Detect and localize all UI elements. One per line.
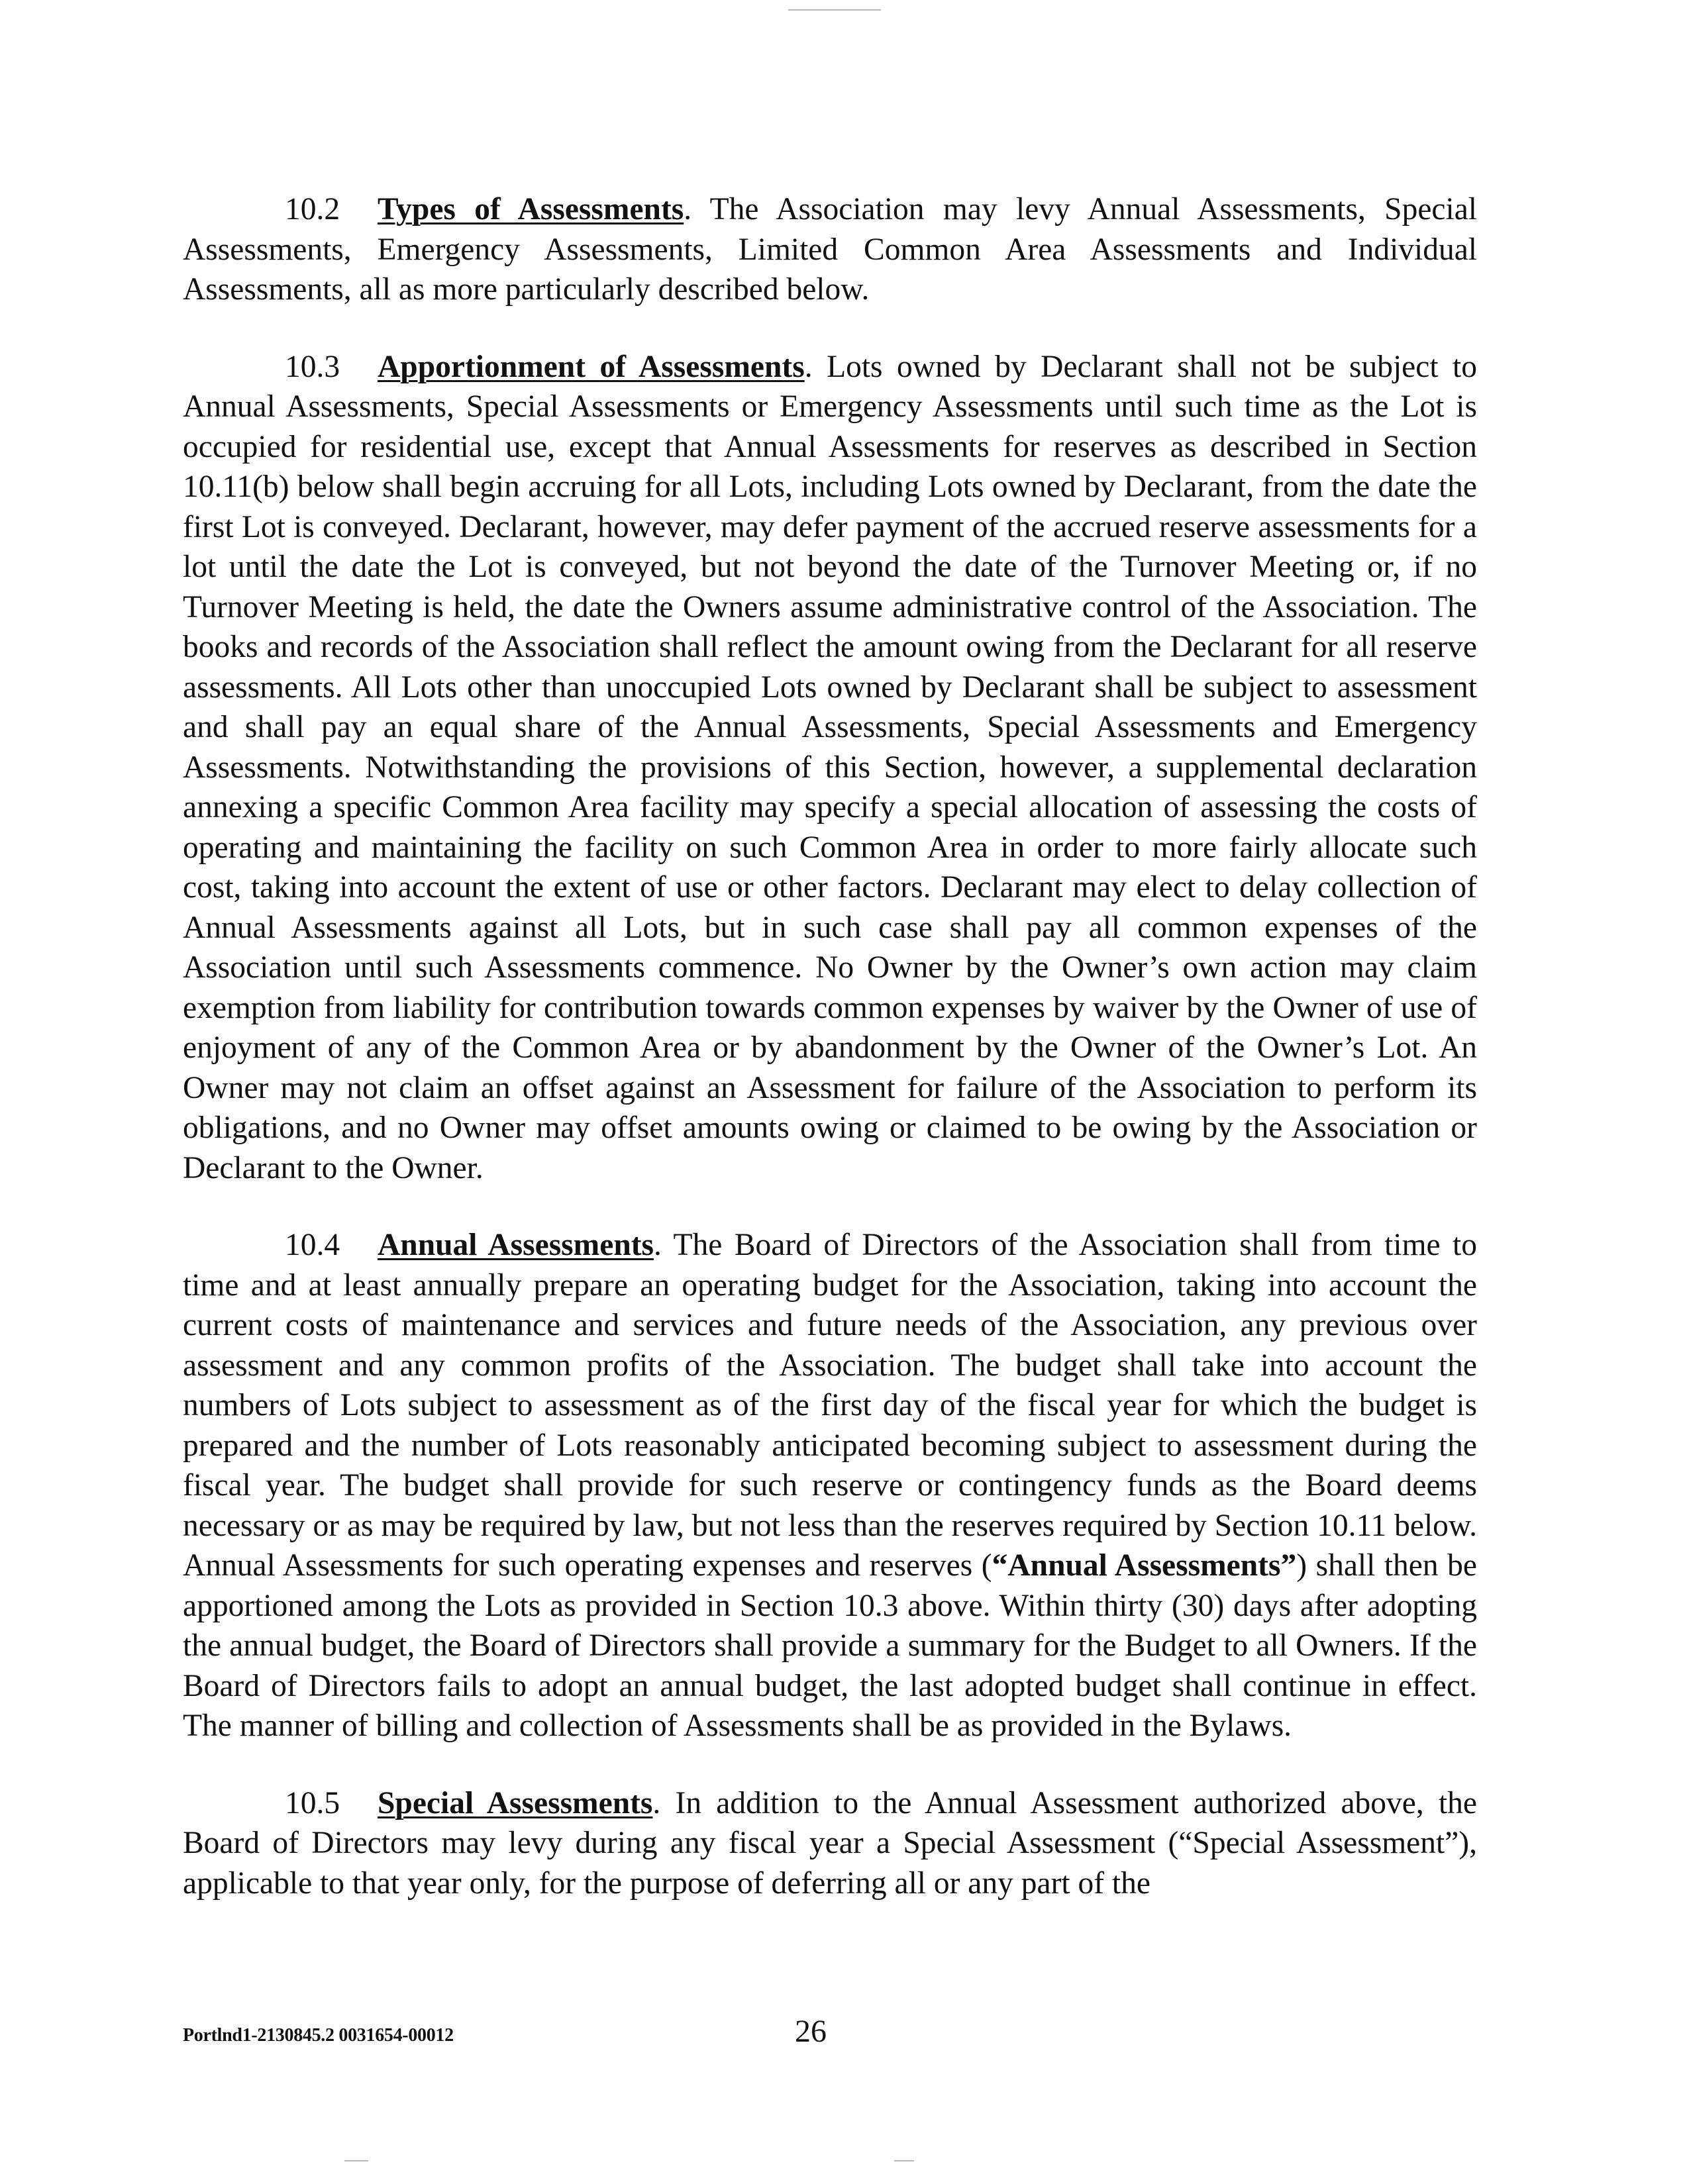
title-period: . bbox=[804, 349, 813, 384]
title-period: . bbox=[684, 192, 692, 226]
document-body bbox=[183, 189, 1477, 1940]
section-title: Annual Assessments bbox=[378, 1228, 654, 1262]
section-text: The Board of Directors of the Association shall from time to time and at least annually prepare an operating budget for the Association, taking into account the current costs of maintenance and services and future needs of the Association, any previous over assessment and any common profits of the Association. The budget shall take into account the numbers of Lots subject to assessment as of the first day of the fiscal year for which the budget is prepared and the number of Lots reasonably anticipated becoming subject to assessment during the fiscal year. The budget shall provide for such reserve or contingency funds as the Board deems necessary or as may be required by law, but not less than the reserves required by Section 10.11 below. Annual Assessments for such operating expenses and reserves ( bbox=[183, 1228, 1478, 1583]
defined-term: “Annual Assessments” bbox=[992, 1548, 1297, 1583]
section-number: 10.3 bbox=[285, 349, 340, 384]
title-period: . bbox=[652, 1785, 661, 1820]
title-period: . bbox=[654, 1228, 662, 1262]
section-10-3 bbox=[183, 347, 1477, 1189]
section-text: In addition to the Annual Assessment authorized above, the Board of Directors may levy during any fiscal year a Special Assessment (“Special Assessment”), applicable to that year only, for the purpose of deferring all or any part of the bbox=[183, 1785, 1477, 1901]
scan-artifact-bottom-1 bbox=[344, 2160, 368, 2161]
section-title: Apportionment of Assessments bbox=[378, 349, 805, 384]
document-id: Portlnd1-2130845.2 0031654-00012 bbox=[183, 2025, 454, 2046]
scan-artifact-bottom-2 bbox=[894, 2160, 914, 2161]
section-text-continued: ) shall then be apportioned among the Lots as provided in Section 10.3 above. Within thirty (30) days after adopting the annual budget, the Board of Directors shall provide a summary for the Budget to all Owners. If the Board of Directors fails to adopt an annual budget, the last adopted budget shall continue in effect. The manner of billing and collection of Assessments shall be as provided in the Bylaws. bbox=[183, 1548, 1477, 1743]
scan-artifact-top bbox=[788, 9, 881, 11]
section-10-4 bbox=[183, 1225, 1477, 1746]
section-title: Types of Assessments bbox=[378, 192, 684, 226]
page-number: 26 bbox=[795, 2014, 827, 2049]
section-title: Special Assessments bbox=[378, 1785, 653, 1820]
section-10-2 bbox=[183, 189, 1477, 310]
section-text: Lots owned by Declarant shall not be subject to Annual Assessments, Special Assessments or Emergency Assessments until such time as the Lot is occupied for residential use, except that Annual Assessments for reserves as described in Section 10.11(b) below shall begin accruing for all Lots, including Lots owned by Declarant, from the date the first Lot is conveyed. Declarant, however, may defer payment of the accrued reserve assessments for a lot until the date the Lot is conveyed, but not beyond the date of the Turnover Meeting or, if no Turnover Meeting is held, the date the Owners assume administrative control of the Association. The books and records of the Association shall reflect the amount owing from the Declarant for all reserve assessments. All Lots other than unoccupied Lots owned by Declarant shall be subject to assessment and shall pay an equal share of the Annual Assessments, Special Assessments and Emergency Assessments. Notwithstanding the provisions of this Section, however, a supplemental declaration annexing a specific Common Area facility may specify a special allocation of assessing the costs of operating and maintaining the facility on such Common Area in order to more fairly allocate such cost, taking into account the extent of use or other factors. Declarant may elect to delay collection of Annual Assessments against all Lots, but in such case shall pay all common expenses of the Association until such Assessments commence. No Owner by the Owner’s own action may claim exemption from liability for contribution towards common expenses by waiver by the Owner of use of enjoyment of any of the Common Area or by abandonment by the Owner of the Owner’s Lot. An Owner may not claim an offset against an Assessment for failure of the Association to perform its obligations, and no Owner may offset amounts owing or claimed to be owing by the Association or Declarant to the Owner. bbox=[183, 349, 1477, 1185]
section-number: 10.4 bbox=[285, 1228, 340, 1262]
page-footer bbox=[0, 2013, 1685, 2053]
section-text: The Association may levy Annual Assessments, Special Assessments, Emergency Assessments, Limited Common Area Assessments and Individual Assessments, all as more particularly described below. bbox=[183, 192, 1477, 307]
section-number: 10.2 bbox=[285, 192, 340, 226]
section-number: 10.5 bbox=[285, 1785, 340, 1820]
section-10-5 bbox=[183, 1783, 1477, 1904]
